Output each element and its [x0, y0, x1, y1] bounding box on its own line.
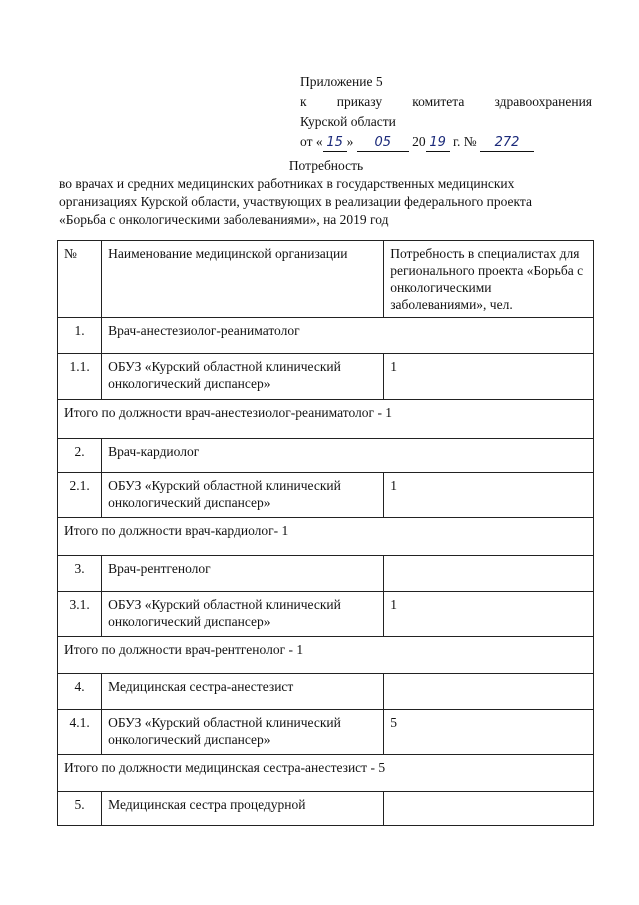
title-line: во врачах и средних медицинских работниках в государственных медицинских: [59, 176, 515, 191]
organization-row: [58, 592, 594, 637]
row-number: 3.: [58, 556, 102, 592]
document-title: [59, 157, 593, 229]
row-number: 1.1.: [58, 354, 102, 400]
order-date-number: от « 15 » 05 20 19 г. № 272: [300, 132, 592, 152]
order-reference-line: к приказу комитета здравоохранения: [300, 94, 592, 109]
organization-row: [58, 354, 594, 400]
row-number: 2.1.: [58, 473, 102, 518]
table-header-row: [58, 241, 594, 318]
title-line: организациях Курской области, участвующих в реализации федерального проекта: [59, 194, 532, 209]
position-total: Итого по должности врач-анестезиолог-реаниматолог - 1: [58, 400, 594, 439]
organization-name: ОБУЗ «Курский областной клинический онкологический диспансер»: [102, 592, 384, 637]
total-row: [58, 400, 594, 439]
column-header-need: Потребность в специалистах для регионального проекта «Борьба с онкологическими заболеваниями», чел.: [384, 241, 594, 318]
row-number: 2.: [58, 439, 102, 473]
organization-name: ОБУЗ «Курский областной клинический онкологический диспансер»: [102, 710, 384, 755]
position-title: Врач-кардиолог: [102, 439, 594, 473]
position-row: [58, 439, 594, 473]
organization-name: ОБУЗ «Курский областной клинический онкологический диспансер»: [102, 354, 384, 400]
order-day: 15: [323, 135, 347, 152]
title-line: «Борьба с онкологическими заболеваниями», на 2019 год: [59, 212, 389, 227]
need-value: 1: [384, 592, 594, 637]
row-number: 5.: [58, 792, 102, 826]
row-number: 1.: [58, 318, 102, 354]
need-value-empty: [384, 792, 594, 826]
order-month: 05: [357, 135, 409, 152]
row-number: 4.1.: [58, 710, 102, 755]
need-value: 5: [384, 710, 594, 755]
position-title: Врач-анестезиолог-реаниматолог: [102, 318, 594, 354]
organization-row: [58, 710, 594, 755]
order-number: 272: [480, 135, 534, 152]
organization-name: ОБУЗ «Курский областной клинический онкологический диспансер»: [102, 473, 384, 518]
position-row: [58, 556, 594, 592]
region-name: Курской области: [300, 114, 396, 129]
organization-row: [58, 473, 594, 518]
need-value-empty: [384, 556, 594, 592]
column-header-number: №: [58, 241, 102, 318]
total-row: [58, 637, 594, 674]
need-value: 1: [384, 473, 594, 518]
total-row: [58, 518, 594, 556]
position-row: [58, 318, 594, 354]
need-value: 1: [384, 354, 594, 400]
title-heading: Потребность: [288, 158, 364, 173]
column-header-organization: Наименование медицинской организации: [102, 241, 384, 318]
position-title: Врач-рентгенолог: [102, 556, 384, 592]
order-year: 19: [426, 135, 450, 152]
row-number: 3.1.: [58, 592, 102, 637]
position-title: Медицинская сестра-анестезист: [102, 674, 384, 710]
appendix-header: [300, 72, 592, 152]
position-row: [58, 792, 594, 826]
appendix-number: Приложение 5: [300, 74, 383, 89]
position-title: Медицинская сестра процедурной: [102, 792, 384, 826]
position-total: Итого по должности врач-рентгенолог - 1: [58, 637, 594, 674]
need-value-empty: [384, 674, 594, 710]
position-total: Итого по должности медицинская сестра-анестезист - 5: [58, 755, 594, 792]
staffing-needs-table: [57, 240, 594, 826]
total-row: [58, 755, 594, 792]
position-total: Итого по должности врач-кардиолог- 1: [58, 518, 594, 556]
position-row: [58, 674, 594, 710]
row-number: 4.: [58, 674, 102, 710]
